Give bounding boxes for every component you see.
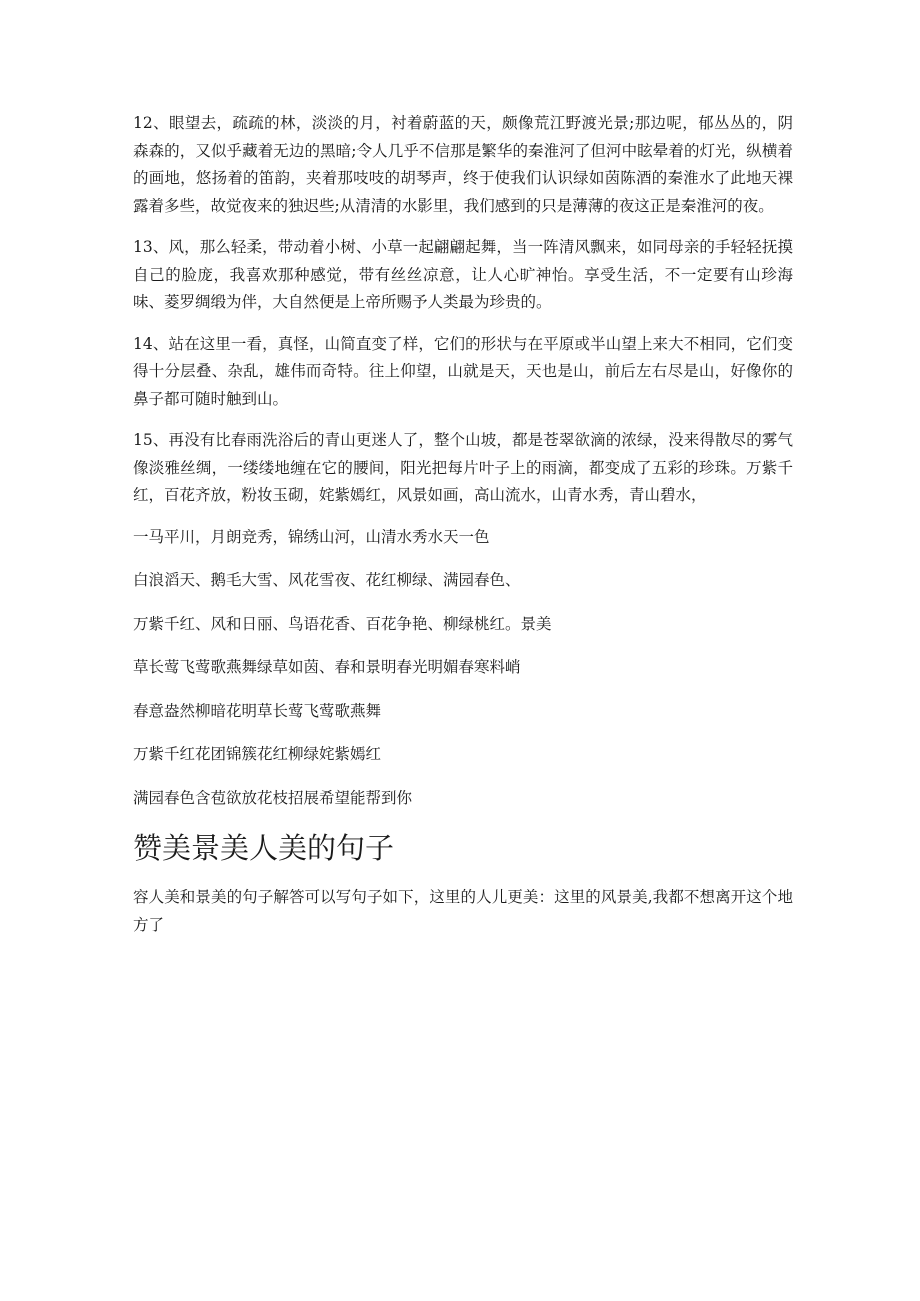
paragraph-14: 14、站在这里一看，真怪，山简直变了样，它们的形状与在平原或半山望上来大不相同，它们变得十分层叠、杂乱，雄伟而奇特。往上仰望，山就是天，天也是山，前后左右尽是山，好像你的鼻子都可随时触到山。 — [133, 334, 793, 408]
phrase-line: 草长莺飞莺歌燕舞绿草如茵、春和景明春光明媚春寒料峭 — [133, 658, 521, 676]
phrase-line: 满园春色含苞欲放花枝招展希望能帮到你 — [133, 788, 413, 807]
phrase-line: 春意盎然柳暗花明草长莺飞莺歌燕舞 — [133, 701, 382, 720]
phrase-line: 万紫千红、风和日丽、鸟语花香、百花争艳、柳绿桃红。景美 — [133, 614, 552, 633]
closing-paragraph: 容人美和景美的句子解答可以写句子如下，这里的人儿更美：这里的风景美,我都不想离开这个地方了 — [133, 888, 793, 934]
paragraph-15: 15、再没有比春雨洗浴后的青山更迷人了，整个山坡，都是苍翠欲滴的浓绿，没来得散尽的雾气像淡雅丝绸，一缕缕地缠在它的腰间，阳光把每片叶子上的雨滴，都变成了五彩的珍珠。万紫千红，百花齐放，粉妆玉砌，姹紫嫣红，风景如画，高山流水，山青水秀，青山碧水， — [133, 431, 793, 504]
paragraph-13: 13、风，那么轻柔，带动着小树、小草一起翩翩起舞，当一阵清风飘来，如同母亲的手轻轻抚摸自己的脸庞，我喜欢那种感觉，带有丝丝凉意，让人心旷神怡。享受生活，不一定要有山珍海味、菱罗绸缎为伴，大自然便是上帝所赐予人类最为珍贵的。 — [133, 238, 793, 311]
document-body — [133, 110, 793, 953]
phrase-line: 白浪滔天、鹅毛大雪、风花雪夜、花红柳绿、满园春色、 — [133, 571, 521, 589]
phrase-line: 一马平川，月朗竞秀，锦绣山河，山清水秀水天一色 — [133, 527, 490, 546]
section-heading: 赞美景美人美的句子 — [133, 831, 395, 865]
paragraph-12: 12、眼望去，疏疏的林，淡淡的月，衬着蔚蓝的天，颇像荒江野渡光景;那边呢，郁丛丛的，阴森森的，又似乎藏着无边的黑暗;令人几乎不信那是繁华的秦淮河了但河中眩晕着的灯光，纵横着的画地，悠扬着的笛韵，夹着那吱吱的胡琴声，终于使我们认识绿如茵陈酒的秦淮水了此地天裸露着多些，故觉夜来的独迟些;从清清的水影里，我们感到的只是薄薄的夜这正是秦淮河的夜。 — [133, 114, 793, 215]
phrase-line: 万紫千红花团锦簇花红柳绿姹紫嫣红 — [133, 745, 382, 763]
